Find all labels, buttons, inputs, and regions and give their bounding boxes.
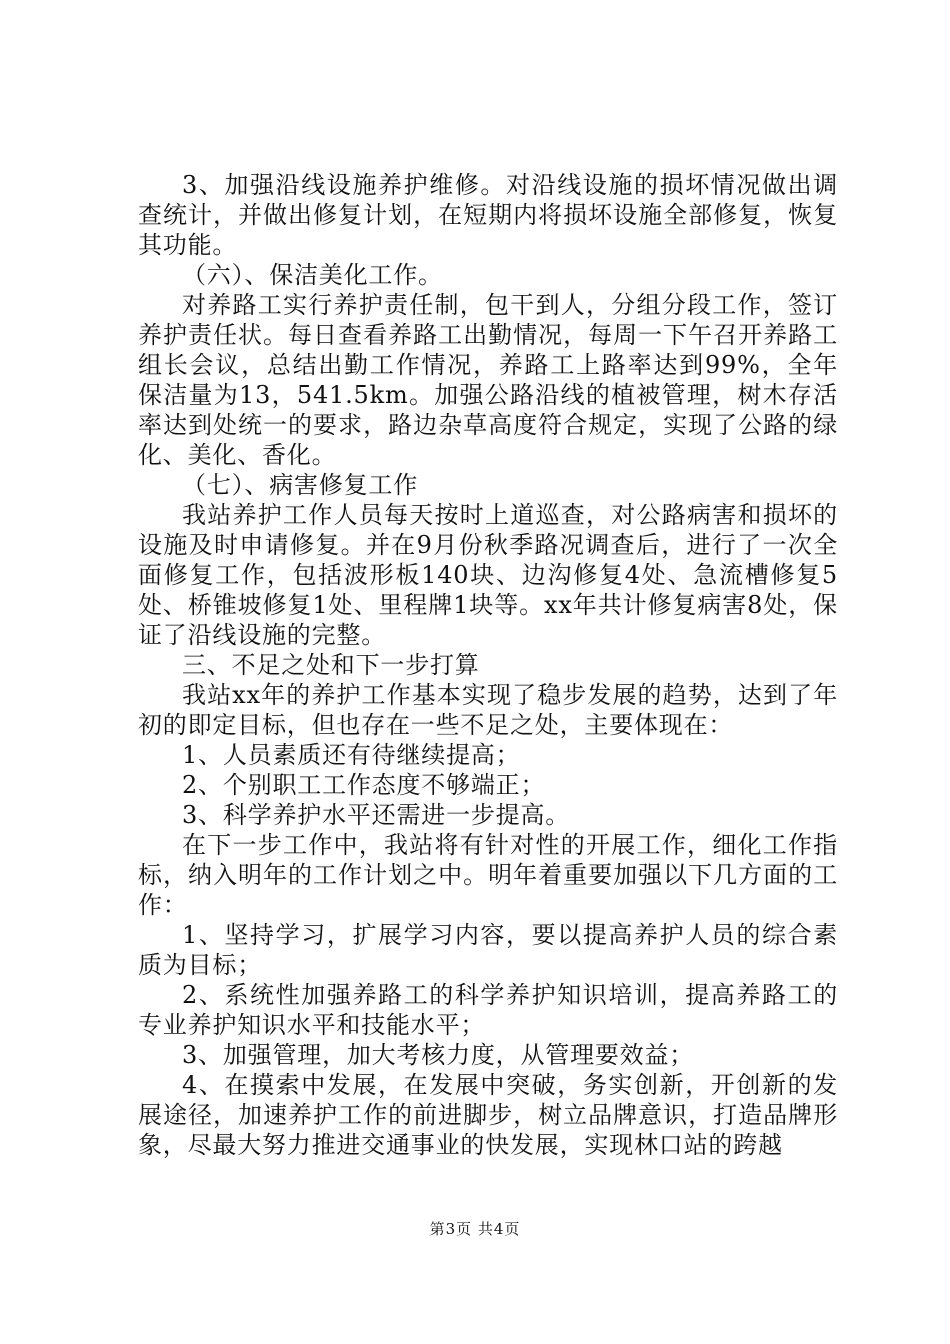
heading-shortcomings-plans: 三、不足之处和下一步打算 — [182, 651, 480, 679]
list-item-shortcoming-1: 1、人员素质还有待继续提高； — [182, 741, 521, 769]
paragraph-defect-repair: 我站养护工作人员每天按时上道巡查，对公路病害和损坏的设施及时申请修复。并在9月份秋季路况调查后，进行了一次全面修复工作，包括波形板140块、边沟修复4处、急流槽修复5处、桥锥坡修复1处、里程牌1块等。xx年共计修复病害8处，保证了沿线设施的完整。 — [138, 501, 838, 649]
heading-cleaning-beautification: （六）、保洁美化工作。 — [182, 261, 443, 289]
paragraph-summary: 我站xx年的养护工作基本实现了稳步发展的趋势，达到了年初的即定目标，但也存在一些不足之处，主要体现在： — [138, 681, 838, 739]
list-item-shortcoming-3: 3、科学养护水平还需进一步提高。 — [182, 801, 571, 829]
paragraph-next-steps: 在下一步工作中，我站将有针对性的开展工作，细化工作指标，纳入明年的工作计划之中。明年着重要加强以下几方面的工作： — [138, 831, 838, 919]
list-item-plan-3: 3、加强管理，加大考核力度，从管理要效益； — [182, 1041, 695, 1069]
paragraph-cleaning-work: 对养路工实行养护责任制，包干到人，分组分段工作，签订养护责任状。每日查看养路工出勤情况，每周一下午召开养路工组长会议，总结出勤工作情况，养路工上路率达到99%，全年保洁量为13，541.5km。加强公路沿线的植被管理，树木存活率达到处统一的要求，路边杂草高度符合规定，实现了公路的绿化、美化、香化。 — [138, 291, 838, 469]
heading-defect-repair: （七）、病害修复工作 — [182, 471, 418, 499]
list-item-plan-1: 1、坚持学习，扩展学习内容，要以提高养护人员的综合素质为目标； — [138, 921, 838, 979]
paragraph-facility-repair: 3、加强沿线设施养护维修。对沿线设施的损坏情况做出调查统计，并做出修复计划，在短期内将损坏设施全部修复，恢复其功能。 — [138, 171, 838, 259]
list-item-plan-4: 4、在摸索中发展，在发展中突破，务实创新，开创新的发展途径，加速养护工作的前进脚步，树立品牌意识，打造品牌形象，尽最大努力推进交通事业的快发展，实现林口站的跨越 — [138, 1071, 838, 1159]
list-item-plan-2: 2、系统性加强养路工的科学养护知识培训，提高养路工的专业养护知识水平和技能水平； — [138, 981, 838, 1039]
page-number: 第3页 共4页 — [429, 1220, 521, 1238]
list-item-shortcoming-2: 2、个别职工工作态度不够端正； — [182, 771, 546, 799]
document-body — [138, 170, 838, 1160]
